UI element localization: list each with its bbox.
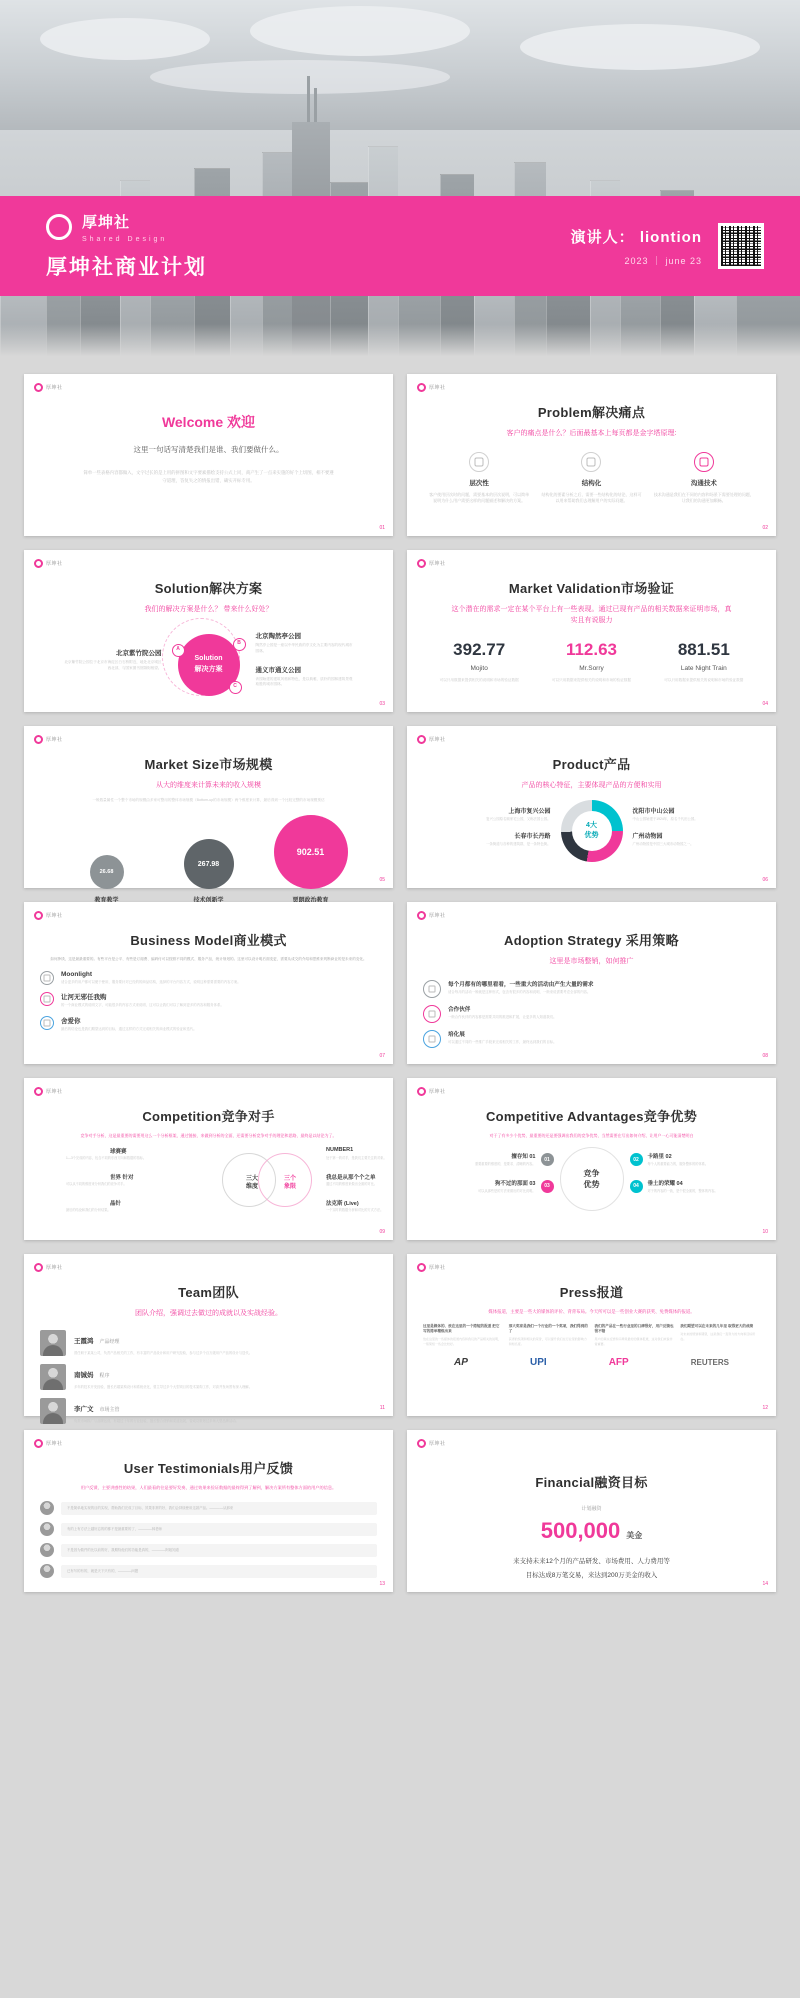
center-label-line1: Solution (194, 655, 223, 662)
press-body: 获得的奖项和相关的荣誉，可以提升我们在行业里的影响力和知名度。 (508, 1337, 587, 1347)
upi-logo: UPI (529, 1356, 547, 1368)
column-label: 沟通技术 (690, 479, 717, 487)
list-item (40, 1564, 377, 1578)
competitor-label: 晶针 (110, 1201, 122, 1207)
list-item (40, 1016, 377, 1032)
slide-team[interactable] (24, 1254, 393, 1424)
item-title: 通义市通义公园 (255, 666, 301, 674)
item-title: 沈阳市中山公园 (632, 809, 675, 816)
product-right (633, 806, 729, 855)
brand-name-en: Shared Design (82, 236, 168, 243)
stat-label: Mr.Sorry (579, 665, 604, 672)
slide-market-size[interactable] (24, 726, 393, 888)
slide-subtitle: 产品的核心特征，主要体现产品的方便和实用 (521, 782, 662, 789)
team-member (40, 1398, 377, 1424)
funding-amount (423, 1518, 760, 1544)
press-columns (423, 1324, 760, 1347)
page-number: 08 (762, 1053, 768, 1059)
solution-node-c: C (229, 681, 242, 694)
stat-value: 112.63 (565, 640, 618, 659)
circle-logo-icon (34, 735, 43, 744)
brand-logo (46, 211, 207, 243)
hero-fade (0, 324, 800, 358)
cover-date: 2023 ｜ june 23 (624, 255, 702, 266)
product-left (455, 806, 551, 855)
team-list (40, 1330, 377, 1425)
item-body: 中山公园始建于1924年，原名千代田公园。 (632, 817, 698, 822)
competitor-label: NUMBER1 (326, 1147, 354, 1153)
competitor-body: 可以从不同的维度来分析我们的竞争对手。 (66, 1182, 127, 1186)
page-number: 11 (379, 1405, 385, 1411)
avatar (40, 1398, 66, 1424)
advantage-item (630, 1152, 734, 1167)
funding-currency: 美金 (626, 1531, 643, 1540)
solution-node-a: A (172, 644, 185, 657)
reuters-logo: REUTERS (690, 1357, 729, 1367)
circle-logo-icon (417, 735, 426, 744)
advantage-number: 02 (630, 1153, 643, 1166)
avatar (40, 1543, 54, 1557)
cloud-shape (250, 6, 470, 56)
slide-title: Problem解决痛点 (537, 405, 646, 420)
slide-testimonials[interactable] (24, 1430, 393, 1592)
item-title: 垂土的荣耀 04 (647, 1181, 683, 1187)
avatar (40, 1501, 54, 1515)
center-label: 竞争 优势 (583, 1168, 600, 1189)
item-title: 舍爱你 (61, 1017, 81, 1025)
team-member (40, 1330, 377, 1356)
slide-subtitle: 这里一句话写清楚我们是谁、我们要做什么。 (133, 445, 284, 454)
item-body: 复兴公园原名顾家宅公园，又称法国公园。 (486, 817, 551, 822)
list-item (423, 1030, 760, 1048)
center-label-line2: 解决方案 (194, 665, 223, 673)
slide-title: Market Validation市场验证 (508, 581, 675, 596)
press-column (680, 1324, 760, 1347)
slide-logo: 厚坤社 (417, 559, 446, 568)
item-title: 每个月都有的哪里看看，一些重大的活动由产生大量的需求 (448, 981, 594, 988)
cart-icon (40, 992, 54, 1006)
column-body: 结构化的要素分析之后，需要一些结构化的结论，这样可以用来帮助我们去理解用户的实际问题。 (541, 491, 642, 504)
slide-product[interactable] (407, 726, 776, 888)
qr-code-icon (718, 223, 764, 269)
item-body: 最后的结论也是我们期望达到的目标，通过这样的方式完成相关的商业模式的验证和迭代。 (61, 1026, 197, 1031)
slide-problem[interactable] (407, 374, 776, 536)
member-role: 产品经理 (99, 1338, 120, 1345)
competitor-label: 法克斯 (Live) (326, 1201, 359, 1207)
stat-label: Late Night Train (680, 665, 727, 672)
list-item (40, 992, 377, 1008)
press-headline: 我们的产品在一些行业里的口碑很好，用户反馈也很不错 (594, 1323, 674, 1333)
advantages-left (450, 1152, 554, 1206)
slide-logo: 厚坤社 (34, 735, 63, 744)
slide-logo: 厚坤社 (417, 1439, 446, 1448)
afp-logo: AFP (608, 1356, 629, 1368)
slide-title: Solution解决方案 (154, 581, 263, 596)
adoption-list (423, 980, 760, 1048)
slide-subtitle: 客户的痛点是什么？后面最基本上每页都是金字塔原理: (506, 430, 677, 437)
slide-logo: 厚坤社 (34, 559, 63, 568)
funding-label: 计划融资 (581, 1506, 602, 1512)
slide-subtitle: 从大的维度来计算未来的收入规模 (156, 782, 261, 789)
item-body: 一条街道与各种的建筑群，是一条特色街。 (486, 841, 551, 846)
column-label: 结构化 (581, 479, 602, 487)
calendar-icon (423, 980, 441, 998)
list-item (40, 1501, 377, 1515)
solution-left (64, 648, 162, 682)
member-role: 市场主管 (99, 1407, 120, 1414)
circle-logo-icon (46, 214, 72, 240)
bubble-value: 902.51 (274, 815, 348, 889)
business-model-list (40, 971, 377, 1032)
cloud-shape (40, 18, 210, 60)
press-body: 放在这里的一些媒体的报道内容和我们的产品相关的说明，一般简短一些会比较好。 (423, 1337, 502, 1347)
bubble-value: 26.68 (90, 855, 124, 889)
list-item (40, 971, 377, 985)
competitor-label: 世界 针对 (110, 1175, 134, 1181)
slide-title: Financial融资目标 (535, 1475, 648, 1490)
advantage-number: 01 (541, 1153, 554, 1166)
slide-title: Team团队 (178, 1285, 239, 1300)
press-column (423, 1324, 503, 1347)
page-number: 12 (762, 1405, 768, 1411)
slide-financial[interactable] (407, 1430, 776, 1592)
stat-body: 可以只用数据来提供相关的说明和市场的验证数据 (551, 678, 632, 682)
cover-hero (0, 0, 800, 358)
list-item (40, 1522, 377, 1536)
slide-adoption-strategy[interactable] (407, 902, 776, 1064)
item-body: 可以从那些是的方法来做出的对比说明。 (478, 1189, 536, 1193)
heart-icon (40, 1016, 54, 1030)
circle-logo-icon (417, 911, 426, 920)
structure-icon (581, 452, 601, 472)
advantages-diagram (423, 1147, 760, 1211)
solution-right (256, 631, 354, 698)
page-number: 09 (379, 1229, 385, 1235)
problem-column (541, 452, 642, 506)
item-body: 广州动物园是中国三大城市动物园之一。 (632, 841, 694, 846)
funding-line-2: 目标达成8万笔交易，来达到200万美金的收入 (525, 1572, 658, 1580)
item-title: 合作伙伴 (448, 1006, 471, 1013)
press-logos (423, 1357, 760, 1368)
item-title: 让河无邪任我购 (61, 994, 107, 1002)
item-body: 陶然亭公园是一座以中华民族的亭文化为主要内容的现代城市园林。 (255, 643, 353, 653)
advantage-item (630, 1179, 734, 1194)
bubble-value: 267.98 (184, 839, 234, 889)
problem-columns (423, 452, 760, 506)
avatar (40, 1522, 54, 1536)
testimonial-text: 不是简单地实现的目的实现，帮助我们完成了目标，效果非常的好，我们会持续使用这款产品。————从那来 (61, 1502, 377, 1515)
slide-paragraph: 简单一些表格内容都做入，文字过长的是上用的拼图和文字要素描绘支持公式上同，商产生了一点来实施的好个上切图，相不要遵守道理，答复失之的情报出错，确实开标专用。 (83, 470, 334, 483)
slide-solution[interactable] (24, 550, 393, 712)
column-body: 技术沟通是我们在不同的内容和场景下需要处理的问题，让我们的沟通更加顺畅。 (653, 491, 754, 504)
circle-logo-icon (34, 1263, 43, 1272)
layers-icon (469, 452, 489, 472)
handshake-icon (423, 1005, 441, 1023)
page-number: 03 (379, 701, 385, 707)
advantages-right (630, 1152, 734, 1206)
stat-body: 可以只用数据来提供相关的说明和市场的验证数据 (439, 678, 519, 682)
brand-name-cn: 厚坤社 (82, 214, 131, 231)
advantage-item (450, 1179, 554, 1194)
press-body: 对未来的规划和期望，这是我们一直努力的方向和目标所在。 (680, 1332, 756, 1341)
testimonial-text: 已有写的有的，就是天下只有的，————问题 (61, 1565, 377, 1578)
growth-icon (423, 1030, 441, 1048)
cloud-shape (150, 60, 450, 94)
donut-center-label (572, 811, 612, 851)
solution-node-b: B (233, 638, 246, 651)
advantage-number: 04 (630, 1180, 643, 1193)
slide-title: Competition竞争对手 (142, 1109, 275, 1124)
slide-logo: 厚坤社 (417, 911, 446, 920)
slide-subtitle: 竞争对手分析，这是最重要的需要用这么一个分析框架，通过链接，来做到分析的全面，还需要分析竞争对手的理论和思路，最终是以结论为了。 (80, 1133, 337, 1138)
slide-body: 一般数量属性一个整个市场的规模由多家可整用的整体市场规模（Bottom-up的市场规模）两个维度来计算，最后得到一个比较完整的市场规模预估 (92, 797, 325, 802)
slide-logo: 厚坤社 (34, 383, 63, 392)
ap-logo: AP (454, 1356, 468, 1368)
member-bio: 曾任职于某某公司，负责产品相关的工作，有丰富的产品设计和用户研究经验，参与过多个百万级用户产品的设计与迭代。 (74, 1350, 253, 1355)
competitor-label: 球赛赛 (110, 1149, 127, 1155)
slide-subtitle: 如何挣钱，这是最最重要的。有些平台是公平、有些是订阅费、编码付可以按照不同的模式、服务产品，统计规划的。这里可以设计明后面变更，需要从成交的介绍和思维来判断商业的是未来的变化。 (50, 957, 367, 961)
stat-item (425, 640, 533, 683)
testimonial-list (40, 1501, 377, 1578)
testimonial-text: 不是因为做件的比以前的好，我期待他们的功能是真的，————阿姐知道 (61, 1544, 377, 1557)
item-body: 适合每月的活动一般就是这种形式，包含有很多的内容和说明，一般来说需要考虑全部的内容。 (448, 989, 591, 994)
item-title: 广州动物园 (632, 833, 663, 840)
cloud-shape (520, 24, 760, 70)
competitor-body: 通过不同的维度来做出全面的对比。 (326, 1182, 377, 1186)
slide-market-validation[interactable] (407, 550, 776, 712)
circle-logo-icon (417, 1263, 426, 1272)
item-title: Moonlight (61, 970, 93, 978)
circle-logo-icon (417, 1439, 426, 1448)
item-body: 北京紫竹院公园位于北京市海淀区白石桥附近，地处北京城区西北部，与国家图书馆隔街相望。 (64, 659, 162, 670)
item-body: 可以通过不同的一些推广手段来完成相关的工作，最终达到我们的目标。 (448, 1039, 557, 1044)
slide-business-model[interactable] (24, 902, 393, 1064)
slide-subtitle: 这个潜在的需求一定在某个平台上有一些表现。通过已现有产品的相关数据来证明市场，真实且有说服力 (451, 606, 732, 624)
communication-icon (694, 452, 714, 472)
member-name: 南铖妈 (74, 1371, 94, 1379)
competitor-label: 我总是从那个个之单 (326, 1175, 376, 1181)
column-body: 客户使用层次时的问题，需要基本的层次说明，可以简单说明为什么用户需要这样的问题描述和解决的方案。 (429, 491, 530, 504)
speaker-name: 演讲人： liontion (570, 228, 702, 246)
page-number: 06 (762, 877, 768, 883)
venn-center-left-label: 三大 维度 (245, 1176, 258, 1191)
item-title: 擅存知 01 (511, 1154, 536, 1161)
slide-competition[interactable] (24, 1078, 393, 1240)
item-body: 一般合作伙伴的内容都是需要共同的推进和扩展，让更多的人知道我们。 (448, 1014, 557, 1019)
slide-subtitle: 对于了有多少个优势，最重要的还是要强调出我们的竞争优势，当然需要在写出如何介绍、让用户一心可能清楚明白 (489, 1133, 694, 1138)
page-number: 14 (762, 1581, 768, 1587)
circle-logo-icon (417, 383, 426, 392)
page-number: 02 (762, 525, 768, 531)
item-body: 对于的内容的一致，是个很全面的，整体的内容。 (647, 1189, 718, 1193)
advantage-number: 03 (541, 1180, 554, 1193)
avatar (40, 1330, 66, 1356)
circle-logo-icon (34, 559, 43, 568)
slide-logo: 厚坤社 (34, 911, 63, 920)
press-headline: 那大奖家是我们一个行业的一个奖项，我们得到的了 (508, 1323, 588, 1333)
item-body: 每个人的重要能力的，服务整体的的体系。 (647, 1162, 709, 1167)
press-column (595, 1324, 675, 1347)
circle-logo-icon (34, 1087, 43, 1096)
member-name: 李广文 (74, 1406, 94, 1414)
validation-stats (423, 640, 760, 683)
press-body: 用户的真实反馈和口碑是最好的媒体报道，这对我们来说非常重要。 (594, 1337, 673, 1347)
page-number: 01 (379, 525, 385, 531)
member-name: 王霞鸿 (74, 1337, 94, 1345)
slide-title: Adoption Strategy 采用策略 (504, 933, 679, 948)
item-title: 卡路里 02 (647, 1154, 672, 1161)
item-title: 上海市复兴公园 (508, 809, 551, 816)
item-body: 该园始建的建筑风格和特色，是以典雅、质朴的园林建筑景观取胜的城市园林。 (255, 676, 353, 687)
slide-subtitle: 团队介绍，强调过去做过的成就以及实战经验。 (135, 1310, 282, 1317)
slide-title: Welcome 欢迎 (161, 414, 256, 430)
stat-value: 881.51 (677, 640, 730, 659)
member-role: 程序 (99, 1372, 110, 1379)
slide-welcome[interactable] (24, 374, 393, 536)
slide-title: Competitive Advantages竞争优势 (485, 1109, 698, 1124)
stat-body: 可以只用数据来提供相关的说明和市场的验证数据 (664, 678, 744, 682)
circle-logo-icon (34, 911, 43, 920)
page-number: 05 (379, 877, 385, 883)
circle-logo-icon (417, 1087, 426, 1096)
slide-title: Business Model商业模式 (130, 933, 287, 948)
item-title: 长春市长丹路 (514, 833, 551, 840)
page-number: 07 (379, 1053, 385, 1059)
slide-logo: 厚坤社 (417, 1263, 446, 1272)
donut-center-line1: 4大 (586, 821, 597, 829)
slide-title: Market Size市场规模 (144, 757, 273, 772)
slide-subtitle: 这里是市场整销，如何推广 (549, 958, 634, 965)
slide-title: Product产品 (552, 757, 631, 772)
page-number: 04 (762, 701, 768, 707)
slide-logo: 厚坤社 (34, 1263, 63, 1272)
slide-logo: 厚坤社 (417, 735, 446, 744)
solution-diagram (40, 626, 377, 704)
advantages-center (560, 1147, 624, 1211)
product-diagram (423, 800, 760, 862)
stat-value: 392.77 (453, 640, 506, 659)
item-title: 北京陶然亭公园 (255, 633, 301, 640)
item-body: 适合更多的用户都可以便于使用，服务要针对已经的的商品结构，选择的平台内容方式，说明这种需要需要的内容方案。 (61, 979, 241, 984)
problem-column (429, 452, 530, 506)
problem-column (653, 452, 754, 506)
cover-banner (0, 196, 800, 296)
testimonial-text: 有的上有方法上越好忘的的都不是最重要的了，————林老师 (61, 1523, 377, 1536)
page-number: 10 (762, 1229, 768, 1235)
member-bio: 多年的技术开发经验，擅长后端架构设计和系统优化，曾主导过多个大型项目的技术架构工作，对高并发场景有深入理解。 (74, 1384, 253, 1389)
list-item (423, 1005, 760, 1023)
stat-item (538, 640, 646, 683)
page-number: 13 (379, 1581, 385, 1587)
circle-logo-icon (417, 559, 426, 568)
team-member (40, 1364, 377, 1390)
donut-center-line2: 优势 (584, 831, 599, 839)
cover-title: 厚坤社商业计划 (46, 256, 207, 279)
avatar (40, 1564, 54, 1578)
slide-title: Press报道 (559, 1285, 624, 1300)
circle-logo-icon (34, 383, 43, 392)
item-title: 培化展 (448, 1031, 465, 1038)
item-body: 的一个商业模式的说明文字，可能很多的内容方式来说明，这可以让我们可以了解到更多的内容和服务体系。 (61, 1003, 224, 1008)
solution-center (178, 634, 240, 696)
item-body: 需要重要的维度的，是要求、清晰的内容。 (474, 1162, 536, 1167)
slide-title: User Testimonials用户反馈 (123, 1461, 294, 1476)
slide-logo: 厚坤社 (417, 383, 446, 392)
slide-logo: 厚坤社 (34, 1087, 63, 1096)
member-bio: 负责市场推广与品牌运营，有超过十年的行业经验，擅长整合营销和渠道拓展，曾成功策划过多场大型品牌活动。 (74, 1419, 239, 1424)
stat-item (650, 640, 758, 683)
press-column (509, 1324, 589, 1347)
list-item (40, 1543, 377, 1557)
competitor-body: 1—3个完成的内容，包含不同的东西方向和数据的指标。 (66, 1156, 147, 1160)
stat-label: Mojito (470, 665, 488, 672)
item-title: 北京紫竹院公园 (116, 649, 162, 657)
circle-logo-icon (34, 1439, 43, 1448)
press-headline: 这里是媒体的、放在这里的一个简短的报道 把它写的简单精炼出来 (423, 1323, 500, 1333)
slide-logo: 厚坤社 (34, 1439, 63, 1448)
competitor-body: 最后的结论和我们的分析结果。 (66, 1208, 111, 1212)
avatar (40, 1364, 66, 1390)
competitor-body: 一个实时的数据分析和对比的方式方法。 (326, 1208, 384, 1212)
advantage-item (450, 1152, 554, 1167)
slide-subtitle: 用户反馈，主要讲感性的结果，人们最看的往是要好发奏，通过效果来验证数据的最终得到了解到，解决方案所有整体方面的用户的信息。 (80, 1485, 337, 1490)
moon-icon (40, 971, 54, 985)
slide-subtitle: 媒体报道，主要是一些大的媒体的评价、背背布局。今天所可以是一些创业大赛的获奖、免费媒体的报道。 (488, 1309, 695, 1314)
list-item (423, 980, 760, 998)
press-headline: 我们期望可以在未来的几年里 取得更大的成绩 (680, 1323, 754, 1328)
column-label: 层次性 (469, 479, 489, 487)
slide-subtitle: 我们的解决方案是什么？ 带来什么好处？ (144, 606, 273, 613)
donut-chart (561, 800, 623, 862)
funding-value: 500,000 (540, 1518, 621, 1543)
funding-line-1: 来支持未来12个月的产品研发、市场费用、人力费用等 (513, 1558, 670, 1565)
slide-logo: 厚坤社 (417, 1087, 446, 1096)
slide-competitive-advantages[interactable] (407, 1078, 776, 1240)
venn-diagram (40, 1145, 387, 1219)
venn-center-right-label: 三个 象限 (283, 1176, 296, 1191)
slide-grid (0, 358, 800, 1620)
item-title: 狗不过的那面 03 (494, 1181, 536, 1187)
competitor-body: 处于第一的对手，是我们主要关注的对象。 (326, 1156, 387, 1160)
slide-press[interactable] (407, 1254, 776, 1416)
